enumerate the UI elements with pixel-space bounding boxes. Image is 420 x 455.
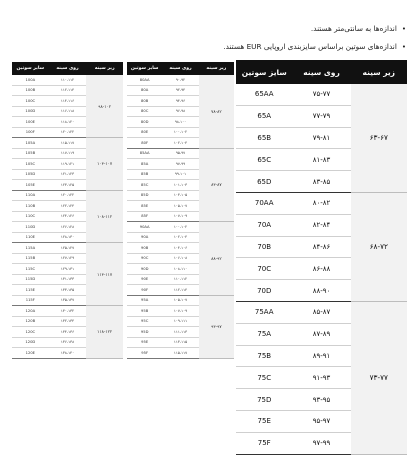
bra-size: 100F (12, 127, 49, 138)
bra-size: 115C (12, 264, 49, 275)
bra-size: 65D (236, 171, 292, 193)
overbust-range: ۱۰۹-۱۱۱ (162, 316, 198, 327)
header-overbust: روی سینه (49, 62, 87, 75)
header-underbust: زیر سینه (199, 62, 234, 75)
overbust-range: ۸۱-۸۳ (292, 149, 350, 171)
bra-size: 95D (127, 327, 162, 338)
bra-size: 90AA (127, 222, 162, 233)
table-row (12, 138, 123, 149)
bra-size: 80A (127, 85, 162, 96)
bra-size: 70AA (236, 192, 292, 214)
overbust-range: ۸۹-۹۱ (292, 345, 350, 367)
overbust-range: ۸۴-۸۶ (292, 236, 350, 258)
overbust-range: ۱۲۸-۱۳۰ (49, 232, 87, 243)
overbust-range: ۱۲۶-۱۲۸ (49, 222, 87, 233)
bra-size: 75D (236, 389, 292, 411)
bra-size: 90D (127, 264, 162, 275)
bra-size: 115D (12, 274, 49, 285)
overbust-range: ۱۰۵-۱۰۷ (162, 201, 198, 212)
table-row (12, 75, 123, 85)
bra-size: 90A (127, 232, 162, 243)
overbust-range: ۱۰۲-۱۰۴ (162, 232, 198, 243)
overbust-range: ۱۱۱-۱۱۳ (162, 327, 198, 338)
overbust-range: ۱۲۰-۱۲۲ (49, 190, 87, 201)
header-bra-size: سایز سوتین (236, 60, 292, 84)
bra-size: 115B (12, 253, 49, 264)
bra-size: 85A (127, 159, 162, 170)
overbust-range: ۸۶-۸۸ (292, 258, 350, 280)
size-table-middle (127, 62, 234, 359)
overbust-range: ۹۳-۹۵ (292, 389, 350, 411)
overbust-range: ۱۰۱-۱۰۳ (162, 180, 198, 191)
overbust-range: ۱۱۴-۱۱۶ (49, 96, 87, 107)
overbust-range: ۱۱۷-۱۱۹ (49, 148, 87, 159)
overbust-range: ۹۸-۱۰۰ (162, 117, 198, 128)
overbust-range: ۹۲-۹۴ (162, 85, 198, 96)
bra-size: 120C (12, 327, 49, 338)
bra-size: 110B (12, 201, 49, 212)
overbust-range: ۱۱۵-۱۱۷ (162, 348, 198, 359)
bra-size: 85F (127, 211, 162, 222)
overbust-range: ۱۱۸-۱۲۰ (49, 117, 87, 128)
underbust-range: ۱۰۸-۱۱۲ (86, 190, 123, 243)
table-row (236, 301, 407, 323)
bra-size: 80C (127, 106, 162, 117)
size-table-left (12, 62, 123, 359)
table-row (127, 295, 234, 306)
header-bra-size: سایز سوتین (127, 62, 162, 75)
table-row (127, 222, 234, 233)
table-row (236, 192, 407, 214)
bra-size: 75A (236, 323, 292, 345)
overbust-range: ۱۰۵-۱۰۷ (162, 295, 198, 306)
overbust-range: ۸۸-۹۰ (292, 280, 350, 302)
overbust-range: ۹۰-۹۲ (162, 75, 198, 85)
overbust-range: ۷۹-۸۱ (292, 127, 350, 149)
overbust-range: ۸۲-۸۴ (292, 214, 350, 236)
table-row (236, 84, 407, 105)
bra-size: 85D (127, 190, 162, 201)
bra-size: 65C (236, 149, 292, 171)
bra-size: 105D (12, 169, 49, 180)
bra-size: 95C (127, 316, 162, 327)
overbust-range: ۱۰۴-۱۰۶ (162, 243, 198, 254)
underbust-range: ۹۸-۱۰۲ (86, 75, 123, 138)
bra-size: 90E (127, 274, 162, 285)
bra-size: 95A (127, 295, 162, 306)
underbust-range: ۹۳-۹۷ (199, 295, 234, 358)
overbust-range: ۹۶-۹۸ (162, 106, 198, 117)
bra-size: 80F (127, 138, 162, 149)
bra-size: 100B (12, 85, 49, 96)
bra-size: 115E (12, 285, 49, 296)
bra-size: 100C (12, 96, 49, 107)
overbust-range: ۱۰۷-۱۰۹ (162, 211, 198, 222)
bra-size: 105E (12, 180, 49, 191)
bra-size: 85B (127, 169, 162, 180)
bra-size: 95F (127, 348, 162, 359)
bra-size: 110A (12, 190, 49, 201)
bra-size: 80E (127, 127, 162, 138)
overbust-range: ۱۳۵-۱۳۷ (49, 295, 87, 306)
overbust-range: ۹۷-۹۹ (292, 432, 350, 454)
overbust-range: ۱۳۰-۱۳۲ (49, 306, 87, 317)
underbust-range: ۱۱۸-۱۲۲ (86, 306, 123, 359)
overbust-range: ۹۹-۱۰۱ (162, 169, 198, 180)
overbust-range: ۸۰-۸۲ (292, 192, 350, 214)
bra-size: 70C (236, 258, 292, 280)
underbust-range: ۶۳-۶۷ (351, 84, 407, 192)
overbust-range: ۷۷-۷۹ (292, 105, 350, 127)
overbust-range: ۱۲۷-۱۲۹ (49, 253, 87, 264)
overbust-range: ۸۳-۸۵ (292, 171, 350, 193)
bra-size: 95E (127, 337, 162, 348)
overbust-range: ۱۱۳-۱۱۵ (162, 337, 198, 348)
overbust-range: ۹۷-۹۹ (162, 159, 198, 170)
header-overbust: روی سینه (292, 60, 350, 84)
overbust-range: ۱۲۵-۱۲۷ (49, 243, 87, 254)
overbust-range: ۷۵-۷۷ (292, 84, 350, 105)
overbust-range: ۱۳۴-۱۳۶ (49, 327, 87, 338)
bra-size: 75AA (236, 301, 292, 323)
bra-size: 120E (12, 348, 49, 359)
table-row (127, 148, 234, 159)
bra-size: 85E (127, 201, 162, 212)
underbust-range: ۷۸-۸۲ (199, 75, 234, 148)
bra-size: 80B (127, 96, 162, 107)
bra-size: 115A (12, 243, 49, 254)
overbust-range: ۹۴-۹۶ (162, 96, 198, 107)
overbust-range: ۸۷-۸۹ (292, 323, 350, 345)
overbust-range: ۱۰۰-۱۰۲ (162, 127, 198, 138)
overbust-range: ۱۲۹-۱۳۱ (49, 264, 87, 275)
header-underbust: زیر سینه (351, 60, 407, 84)
overbust-range: ۱۳۸-۱۴۰ (49, 348, 87, 359)
underbust-range: ۸۳-۸۷ (199, 148, 234, 222)
overbust-range: ۱۱۲-۱۱۴ (162, 285, 198, 296)
bra-size: 75C (236, 367, 292, 389)
overbust-range: ۹۱-۹۳ (292, 367, 350, 389)
underbust-range: ۱۰۳-۱۰۷ (86, 138, 123, 191)
bra-size: 95B (127, 306, 162, 317)
bra-size: 65B (236, 127, 292, 149)
bra-size: 65A (236, 105, 292, 127)
overbust-range: ۱۱۰-۱۱۲ (49, 75, 87, 85)
notes (223, 20, 406, 56)
table-row (127, 75, 234, 85)
header-bra-size: سایز سوتین (12, 62, 49, 75)
overbust-range: ۱۱۹-۱۲۱ (49, 159, 87, 170)
bra-size: 100D (12, 106, 49, 117)
bra-size: 85C (127, 180, 162, 191)
underbust-range: ۷۳-۷۷ (351, 301, 407, 454)
bra-size: 70A (236, 214, 292, 236)
bra-size: 110E (12, 232, 49, 243)
overbust-range: ۱۳۶-۱۳۸ (49, 337, 87, 348)
bra-size: 75B (236, 345, 292, 367)
bra-size: 115F (12, 295, 49, 306)
bra-size: 90F (127, 285, 162, 296)
bra-size: 120D (12, 337, 49, 348)
bra-size: 120A (12, 306, 49, 317)
bra-size: 70B (236, 236, 292, 258)
bra-size: 105B (12, 148, 49, 159)
size-table-main (236, 60, 407, 455)
underbust-range: ۶۸-۷۲ (351, 192, 407, 301)
overbust-range: ۱۲۴-۱۲۶ (49, 211, 87, 222)
underbust-range: ۱۱۳-۱۱۷ (86, 243, 123, 306)
overbust-range: ۱۳۱-۱۳۳ (49, 274, 87, 285)
table-row (12, 306, 123, 317)
bra-size: 75F (236, 432, 292, 454)
table-row (12, 190, 123, 201)
note-units: • اندازه‌ها به سانتی‌متر هستند. (223, 20, 406, 38)
note-eur-sizing: • اندازه‌های سوتین براساس سایزبندی اروپایی EUR هستند. (223, 38, 406, 56)
bra-size: 100A (12, 75, 49, 85)
overbust-range: ۱۰۷-۱۰۹ (162, 306, 198, 317)
overbust-range: ۱۱۲-۱۱۴ (49, 85, 87, 96)
bra-size: 90C (127, 253, 162, 264)
bra-size: 120B (12, 316, 49, 327)
overbust-range: ۱۰۲-۱۰۴ (162, 138, 198, 149)
header-overbust: روی سینه (162, 62, 198, 75)
table-row (12, 243, 123, 254)
overbust-range: ۱۳۳-۱۳۵ (49, 285, 87, 296)
bra-size: 100E (12, 117, 49, 128)
overbust-range: ۱۱۰-۱۱۲ (162, 274, 198, 285)
overbust-range: ۱۳۲-۱۳۴ (49, 316, 87, 327)
bra-size: 105C (12, 159, 49, 170)
overbust-range: ۱۰۳-۱۰۵ (162, 190, 198, 201)
overbust-range: ۹۵-۹۷ (162, 148, 198, 159)
bra-size: 75E (236, 410, 292, 432)
overbust-range: ۱۲۰-۱۲۲ (49, 127, 87, 138)
overbust-range: ۱۲۲-۱۲۴ (49, 201, 87, 212)
bra-size: 80AA (127, 75, 162, 85)
overbust-range: ۱۰۸-۱۱۰ (162, 264, 198, 275)
overbust-range: ۱۲۳-۱۲۵ (49, 180, 87, 191)
bra-size: 110C (12, 211, 49, 222)
overbust-range: ۸۵-۸۷ (292, 301, 350, 323)
overbust-range: ۱۱۵-۱۱۷ (49, 138, 87, 149)
underbust-range: ۸۸-۹۲ (199, 222, 234, 296)
overbust-range: ۱۰۰-۱۰۲ (162, 222, 198, 233)
overbust-range: ۹۵-۹۷ (292, 410, 350, 432)
bra-size: 85AA (127, 148, 162, 159)
bra-size: 65AA (236, 84, 292, 105)
header-underbust: زیر سینه (86, 62, 123, 75)
overbust-range: ۱۱۶-۱۱۸ (49, 106, 87, 117)
bra-size: 90B (127, 243, 162, 254)
overbust-range: ۱۰۶-۱۰۸ (162, 253, 198, 264)
overbust-range: ۱۲۱-۱۲۳ (49, 169, 87, 180)
bra-size: 80D (127, 117, 162, 128)
bra-size: 105A (12, 138, 49, 149)
bra-size: 70D (236, 280, 292, 302)
bra-size: 110D (12, 222, 49, 233)
